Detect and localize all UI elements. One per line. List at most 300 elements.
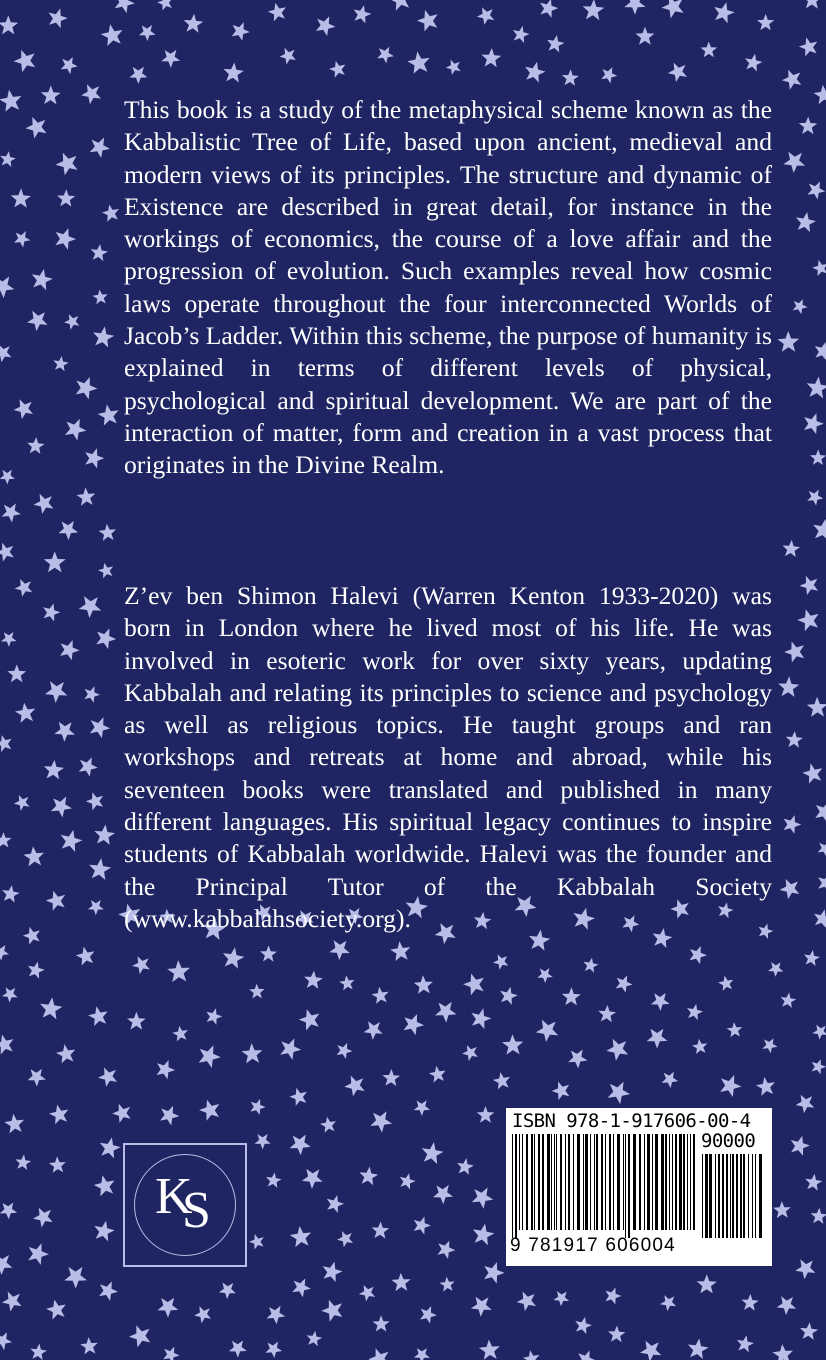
star-icon: [462, 1045, 478, 1061]
star-icon: [802, 763, 822, 783]
star-icon: [359, 1167, 378, 1186]
star-icon: [129, 67, 147, 84]
star-icon: [56, 153, 78, 176]
barcode-bar: [679, 1134, 682, 1230]
star-icon: [777, 331, 799, 352]
star-icon: [403, 1014, 424, 1035]
star-icon: [647, 1029, 668, 1049]
star-icon: [219, 1283, 236, 1300]
star-icon: [457, 1158, 474, 1175]
star-icon: [493, 954, 508, 970]
star-icon: [668, 63, 687, 82]
star-icon: [0, 1203, 17, 1220]
star-icon: [323, 1262, 343, 1282]
star-icon: [513, 26, 530, 43]
star-icon: [100, 1137, 121, 1158]
star-icon: [814, 909, 826, 928]
star-icon: [481, 48, 501, 67]
star-icon: [390, 941, 410, 961]
star-icon: [781, 992, 797, 1008]
barcode-bar: [655, 1134, 658, 1230]
star-icon: [84, 686, 100, 702]
star-icon: [260, 945, 277, 961]
star-icon: [61, 57, 78, 74]
star-icon: [741, 1294, 758, 1311]
logo-letter-k: K: [155, 1168, 193, 1225]
star-icon: [172, 1026, 188, 1042]
star-icon: [44, 760, 64, 780]
star-icon: [34, 494, 54, 514]
star-icon: [157, 0, 172, 11]
star-icon: [327, 1195, 344, 1213]
barcode-bar: [551, 1134, 552, 1230]
star-icon: [96, 628, 116, 649]
star-icon: [57, 189, 75, 206]
star-icon: [800, 1322, 818, 1340]
star-icon: [290, 1226, 312, 1247]
star-icon: [813, 519, 826, 541]
star-icon: [778, 676, 799, 697]
star-icon: [692, 1039, 707, 1054]
star-icon: [688, 1339, 709, 1360]
star-icon: [229, 1341, 247, 1358]
star-icon: [194, 1306, 211, 1323]
star-icon: [372, 987, 389, 1004]
barcode-bar: [596, 1134, 598, 1230]
star-icon: [786, 731, 803, 748]
star-icon: [55, 228, 76, 250]
star-icon: [250, 1099, 265, 1115]
star-icon: [49, 8, 68, 28]
star-icon: [54, 722, 75, 742]
star-icon: [477, 7, 495, 25]
star-icon: [30, 1344, 47, 1360]
star-icon: [662, 1072, 679, 1088]
star-icon: [33, 1208, 53, 1228]
ean-digits: 9 781917 606004: [510, 1235, 676, 1256]
star-icon: [791, 1136, 810, 1156]
star-icon: [777, 1296, 796, 1315]
star-icon: [796, 1095, 815, 1114]
star-icon: [65, 419, 87, 441]
star-icon: [0, 276, 14, 298]
star-icon: [400, 1173, 416, 1189]
barcode-bar: [740, 1154, 742, 1238]
star-icon: [435, 1002, 457, 1023]
star-icon: [804, 413, 824, 434]
star-icon: [804, 950, 820, 966]
barcode-bar: [617, 1134, 620, 1230]
barcode-bar: [554, 1134, 555, 1230]
star-icon: [818, 874, 826, 892]
star-icon: [80, 1337, 98, 1354]
star-icon: [90, 717, 111, 738]
star-icon: [266, 1173, 282, 1188]
star-icon: [27, 437, 44, 454]
star-icon: [4, 1114, 24, 1134]
star-icon: [807, 182, 825, 200]
star-icon: [64, 314, 79, 330]
star-icon: [307, 1331, 323, 1347]
star-icon: [517, 1292, 536, 1312]
barcode-bar: [690, 1134, 691, 1230]
star-icon: [199, 1100, 219, 1121]
star-icon: [23, 846, 44, 866]
star-icon: [184, 14, 204, 33]
star-icon: [536, 1020, 558, 1042]
star-icon: [783, 540, 801, 557]
star-icon: [290, 1135, 311, 1156]
logo-letter-s: S: [182, 1182, 211, 1239]
star-icon: [316, 16, 336, 36]
star-icon: [547, 35, 564, 53]
barcode-bar: [726, 1154, 728, 1238]
star-icon: [232, 22, 250, 41]
star-icon: [51, 797, 72, 818]
star-icon: [280, 48, 296, 65]
barcode-bar: [672, 1134, 673, 1230]
star-icon: [337, 1043, 353, 1059]
star-icon: [727, 1022, 743, 1037]
barcode-bar: [623, 1134, 624, 1230]
star-icon: [98, 404, 119, 425]
publisher-logo: [123, 1143, 247, 1267]
barcode-bar: [755, 1154, 756, 1238]
star-icon: [718, 976, 733, 991]
barcode-bar: [665, 1134, 667, 1230]
star-icon: [99, 1281, 118, 1301]
barcode-bar: [594, 1134, 595, 1230]
star-icon: [320, 1117, 336, 1133]
star-icon: [0, 15, 18, 34]
star-icon: [94, 1175, 115, 1196]
star-icon: [0, 345, 11, 363]
barcode-bar: [573, 1134, 574, 1230]
star-icon: [46, 1300, 66, 1320]
star-icon: [0, 735, 12, 752]
star-icon: [129, 1325, 150, 1347]
star-icon: [15, 579, 33, 597]
star-icon: [807, 697, 826, 717]
star-icon: [784, 815, 802, 834]
star-icon: [697, 1274, 717, 1293]
barcode-bar: [577, 1134, 580, 1230]
barcode-bar: [702, 1154, 703, 1238]
barcode-bar: [683, 1134, 685, 1230]
star-icon: [818, 841, 826, 857]
star-icon: [255, 1134, 271, 1150]
star-icon: [81, 84, 101, 104]
star-icon: [812, 1025, 826, 1040]
star-icon: [690, 946, 708, 964]
star-icon: [329, 940, 350, 960]
star-icon: [608, 1082, 631, 1105]
star-icon: [28, 1243, 49, 1265]
star-icon: [745, 54, 762, 72]
barcode-bar: [531, 1134, 533, 1230]
star-icon: [608, 1326, 625, 1343]
star-icon: [370, 1111, 392, 1132]
star-icon: [803, 0, 822, 9]
star-icon: [568, 1050, 587, 1069]
barcode-bar: [515, 1134, 517, 1238]
star-icon: [687, 1004, 703, 1020]
isbn-label: ISBN 978-1-917606-00-4: [512, 1110, 751, 1132]
star-icon: [242, 1043, 263, 1063]
star-icon: [58, 521, 78, 540]
star-icon: [0, 543, 14, 562]
star-icon: [2, 885, 20, 903]
star-icon: [0, 1332, 12, 1350]
barcode-bar: [560, 1134, 562, 1230]
barcode-bar: [583, 1134, 584, 1230]
star-icon: [796, 212, 816, 232]
star-icon: [93, 290, 108, 305]
star-icon: [583, 0, 605, 20]
star-icon: [414, 1217, 431, 1235]
barcode-bar: [743, 1154, 745, 1238]
star-icon: [224, 63, 244, 83]
star-icon: [414, 1100, 430, 1116]
star-icon: [223, 947, 245, 969]
barcode-bar: [715, 1154, 716, 1238]
star-icon: [77, 487, 96, 505]
star-icon: [86, 792, 103, 810]
star-icon: [420, 1306, 437, 1323]
star-icon: [407, 51, 429, 73]
barcode-bar: [661, 1134, 664, 1230]
barcode-bar: [736, 1154, 738, 1238]
star-icon: [438, 1241, 456, 1259]
star-icon: [502, 1034, 523, 1054]
star-icon: [624, 0, 645, 15]
star-icon: [815, 342, 826, 361]
star-icon: [249, 984, 265, 999]
star-icon: [249, 1234, 264, 1250]
author-biography-paragraph: Z’ev ben Shimon Halevi (Warren Kenton 1933-2020) was born in London where he lived most of his life. He was involved in esoteric work for over sixty years, updating Kabbalah and relating its principles to science and psychology as well as religious topics. He taught groups and ran workshops and retreats at home and abroad, while his seventeen books were translated and published in many different languages. His spiritual legacy continues to inspire students of Kabbalah worldwide. Halevi was the founder and the Principal Tutor of the Kabbalah Society (www.kabbalahsociety.org).: [124, 581, 772, 933]
barcode-bar: [526, 1134, 528, 1230]
star-icon: [49, 1105, 68, 1125]
star-icon: [85, 448, 104, 468]
star-icon: [91, 244, 108, 261]
star-icon: [807, 377, 826, 399]
star-icon: [757, 14, 774, 30]
star-icon: [43, 603, 60, 621]
star-icon: [783, 152, 805, 173]
barcode-bar: [556, 1134, 557, 1230]
star-icon: [289, 1088, 307, 1106]
book-description-paragraph: This book is a study of the metaphysical scheme known as the Kabbalistic Tree of Life, based upon ancient, medieval and modern views of its principles. The structure and dynamic of Existence are described in great detail, for instance in the workings of economics, the course of a love affair and the progression of evolution. Such examples reveal how cosmic laws operate throughout the four interconnected Worlds of Jacob’s Ladder. Within this scheme, the purpose of humanity is explained in terms of different levels of physical, psychological and spiritual development. We are part of the interaction of matter, form and creation in a vast process that originates in the Divine Realm.: [124, 95, 772, 480]
barcode-bar: [609, 1134, 611, 1230]
star-icon: [115, 0, 135, 13]
star-icon: [493, 1072, 510, 1089]
barcode-bar: [601, 1134, 603, 1230]
star-icon: [199, 1045, 221, 1068]
star-icon: [56, 1044, 75, 1063]
star-icon: [0, 470, 15, 485]
star-icon: [414, 1348, 430, 1360]
star-icon: [112, 1104, 131, 1123]
addon-barcode-bars-icon: [702, 1154, 766, 1238]
star-icon: [0, 945, 9, 961]
star-icon: [433, 1185, 453, 1204]
star-icon: [0, 832, 12, 847]
star-icon: [359, 1285, 375, 1301]
star-icon: [11, 188, 31, 207]
star-icon: [2, 1292, 22, 1312]
star-icon: [372, 1222, 390, 1239]
star-icon: [471, 1297, 492, 1317]
star-icon: [562, 69, 579, 86]
star-icon: [102, 205, 119, 222]
star-icon: [373, 1315, 390, 1331]
barcode-bar: [590, 1134, 591, 1230]
star-icon: [1, 632, 17, 647]
barcode-bar: [625, 1134, 626, 1238]
star-icon: [14, 795, 30, 811]
star-icon: [321, 1300, 342, 1322]
barcode-bar: [547, 1134, 550, 1230]
star-icon: [377, 47, 394, 64]
star-icon: [484, 1262, 505, 1284]
barcode-bar: [722, 1154, 724, 1238]
star-icon: [163, 1347, 179, 1360]
star-icon: [553, 1291, 569, 1306]
star-icon: [414, 975, 433, 994]
star-icon: [2, 987, 18, 1002]
star-icon: [575, 1317, 592, 1334]
star-icon: [160, 1106, 179, 1126]
star-icon: [651, 993, 670, 1011]
star-icon: [606, 1039, 628, 1061]
star-icon: [268, 3, 286, 22]
star-icon: [701, 42, 718, 58]
star-icon: [429, 1066, 446, 1083]
star-icon: [61, 830, 83, 852]
star-icon: [292, 1278, 311, 1297]
star-icon: [616, 975, 633, 992]
star-icon: [265, 1342, 282, 1359]
star-icon: [2, 503, 21, 522]
star-icon: [391, 1273, 410, 1291]
star-icon: [41, 85, 61, 104]
star-icon: [805, 1174, 822, 1191]
star-icon: [812, 260, 826, 276]
star-icon: [601, 67, 617, 83]
star-icon: [811, 1208, 826, 1224]
barcode-bar: [538, 1134, 540, 1230]
star-icon: [14, 50, 36, 72]
barcode-bar: [542, 1134, 544, 1230]
star-icon: [302, 1169, 323, 1189]
star-icon: [799, 576, 818, 595]
star-icon: [0, 90, 21, 112]
barcode-bar: [639, 1134, 641, 1230]
barcode-bar: [669, 1134, 670, 1230]
star-icon: [463, 974, 484, 996]
star-icon: [329, 61, 345, 78]
barcode-bar: [759, 1154, 762, 1238]
star-icon: [720, 1075, 741, 1097]
isbn-barcode: [506, 1108, 772, 1266]
barcode-bar: [565, 1134, 566, 1230]
star-icon: [815, 802, 826, 823]
barcode-bar: [647, 1134, 650, 1230]
star-icon: [64, 1267, 87, 1289]
star-icon: [640, 1341, 661, 1360]
star-icon: [88, 1006, 108, 1026]
star-icon: [32, 269, 53, 290]
star-icon: [477, 1106, 495, 1123]
star-icon: [344, 1076, 364, 1097]
star-icon: [127, 1012, 146, 1030]
star-icon: [562, 987, 581, 1005]
star-icon: [364, 1021, 383, 1040]
star-icon: [540, 0, 558, 18]
star-icon: [44, 551, 66, 572]
star-icon: [773, 1201, 791, 1218]
star-icon: [812, 1059, 826, 1074]
barcode-bar: [613, 1134, 614, 1230]
star-icon: [762, 1038, 777, 1053]
star-icon: [768, 962, 783, 977]
star-icon: [76, 947, 95, 966]
star-icon: [473, 1224, 495, 1246]
star-icon: [167, 960, 190, 982]
star-icon: [89, 858, 111, 880]
barcode-bar: [628, 1134, 630, 1238]
star-icon: [79, 757, 98, 776]
barcode-bar: [709, 1154, 712, 1238]
star-icon: [537, 968, 553, 983]
star-icon: [101, 24, 123, 46]
star-icon: [45, 681, 68, 703]
star-icon: [814, 85, 826, 105]
star-icon: [337, 1231, 353, 1247]
star-icon: [523, 1350, 540, 1360]
star-icon: [40, 997, 63, 1019]
barcode-bar: [732, 1154, 734, 1238]
star-icon: [49, 1156, 66, 1172]
star-icon: [807, 490, 823, 506]
ean-barcode-bars-icon: [512, 1134, 700, 1238]
star-icon: [53, 356, 68, 371]
star-icon: [389, 0, 411, 11]
star-icon: [46, 891, 65, 911]
barcode-bar: [675, 1134, 677, 1230]
barcode-bar: [519, 1134, 520, 1230]
star-icon: [780, 879, 800, 899]
star-icon: [354, 5, 372, 23]
barcode-bar: [718, 1154, 720, 1238]
barcode-bar: [605, 1134, 606, 1230]
star-icon: [94, 1221, 114, 1242]
star-icon: [382, 1069, 400, 1086]
star-icon: [417, 10, 438, 32]
star-icon: [525, 62, 545, 83]
star-icon: [27, 311, 48, 331]
star-icon: [7, 664, 26, 682]
star-icon: [756, 1077, 775, 1096]
star-icon: [662, 0, 684, 18]
star-icon: [795, 1259, 815, 1279]
star-icon: [0, 1254, 12, 1275]
star-icon: [0, 1035, 13, 1055]
star-icon: [139, 25, 156, 41]
barcode-bar: [522, 1134, 523, 1230]
barcode-bar: [693, 1134, 695, 1230]
star-icon: [636, 27, 655, 45]
